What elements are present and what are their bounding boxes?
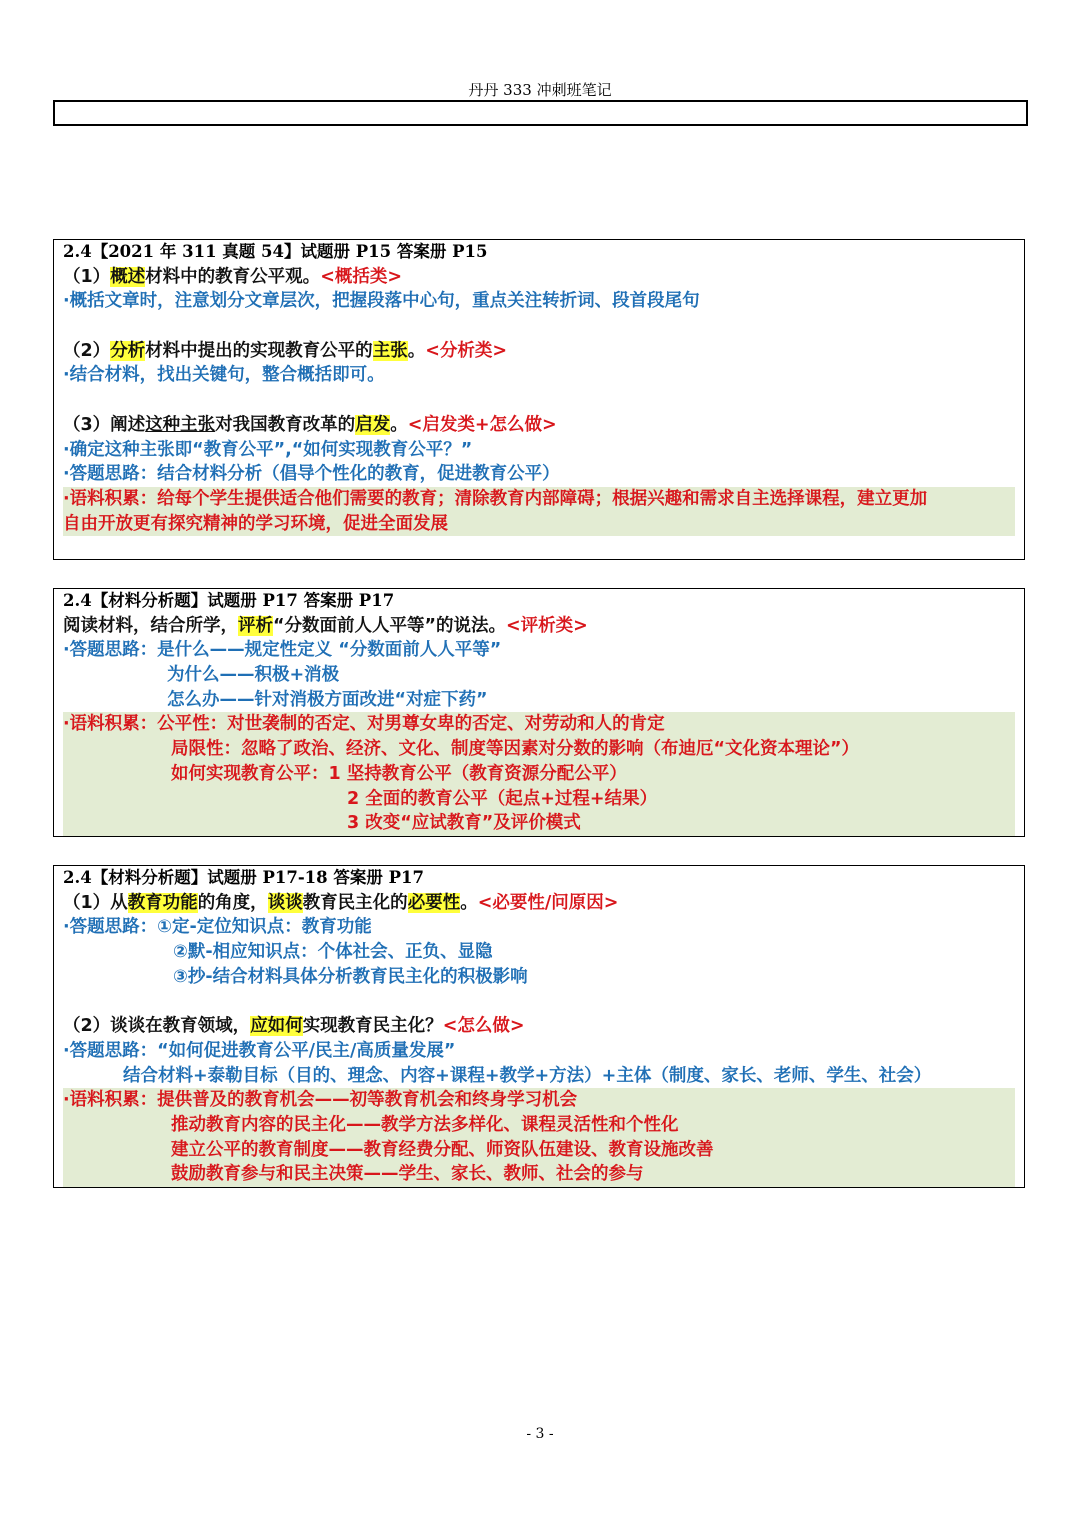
question-part-3: （3）阐述这种主张对我国教育改革的启发。<启发类+怎么做> <box>63 414 557 435</box>
question-part: 阅读材料，结合所学，评析“分数面前人人平等”的说法。<评析类> <box>63 615 588 636</box>
highlight-keyword: 谈谈 <box>267 892 303 913</box>
answer-tip: ③抄-结合材料具体分析教育民主化的积极影响 <box>173 966 528 987</box>
material-accumulation: ·语料积累：给每个学生提供适合他们需要的教育；清除教育内部障碍；根据兴趣和需求自主选择课程，建立更加 自由开放更有探究精神的学习环境，促进全面发展 <box>63 487 1015 536</box>
question-box-2 <box>53 588 1025 837</box>
question-box-3 <box>53 865 1025 1188</box>
answer-tip: ②默-相应知识点：个体社会、正负、显隐 <box>173 942 493 963</box>
question-box-1 <box>53 239 1025 560</box>
highlight-keyword: 主张 <box>372 340 408 361</box>
highlight-keyword: 应如何 <box>250 1016 303 1037</box>
question-type-tag: <启发类+怎么做> <box>407 414 557 435</box>
question-part-1: （1）从教育功能的角度，谈谈教育民主化的必要性。<必要性/问原因> <box>63 892 619 913</box>
question-type-tag: <概括类> <box>320 266 403 287</box>
highlight-keyword: 启发 <box>355 414 391 435</box>
answer-tip: ·结合材料，找出关键句，整合概括即可。 <box>63 365 385 386</box>
question-type-tag: <评析类> <box>506 615 588 636</box>
answer-tip: ·答题思路：结合材料分析（倡导个性化的教育，促进教育公平） <box>63 464 560 485</box>
answer-tip: ·概括文章时，注意划分文章层次，把握段落中心句，重点关注转折词、段首段尾句 <box>63 291 700 312</box>
question-title: 2.4【材料分析题】试题册 P17 答案册 P17 <box>63 591 395 610</box>
answer-tip: ·答题思路：“如何促进教育公平/民主/高质量发展” <box>63 1040 456 1061</box>
page-header: 丹丹 333 冲刺班笔记 <box>468 81 612 99</box>
highlight-keyword: 评析 <box>238 615 273 636</box>
underlined-phrase: 这种主张 <box>145 414 216 435</box>
material-accumulation: ·语料积累：公平性：对世袭制的否定、对男尊女卑的否定、对劳动和人的肯定 局限性：忽略了政治、经济、文化、制度等因素对分数的影响（布迪厄“文化资本理论”） 如何实现教育公平：1 坚持教育公平（教育资源分配公平） 2 全面的教育公平（起点+过程+结果） 3 改变“应试教育”及评价模式 <box>63 712 1015 835</box>
answer-tip: ·答题思路：是什么——规定性定义 “分数面前人人平等” <box>63 640 502 661</box>
answer-tip: 结合材料+泰勒目标（目的、理念、内容+课程+教学+方法）+主体（制度、家长、老师、学生、社会） <box>123 1065 932 1086</box>
question-part-2: （2）谈谈在教育领域，应如何实现教育民主化？<怎么做> <box>63 1016 525 1037</box>
question-title: 2.4【2021 年 311 真题 54】试题册 P15 答案册 P15 <box>63 242 488 261</box>
question-part-2: （2）分析材料中提出的实现教育公平的主张。<分析类> <box>63 340 508 361</box>
answer-tip: ·确定这种主张即“教育公平”,“如何实现教育公平？” <box>63 439 473 460</box>
question-type-tag: <必要性/问原因> <box>477 892 619 913</box>
answer-tip: ·答题思路：①定-定位知识点：教育功能 <box>63 917 372 938</box>
question-type-tag: <怎么做> <box>442 1016 525 1037</box>
material-accumulation: ·语料积累：提供普及的教育机会——初等教育机会和终身学习机会 推动教育内容的民主化——教学方法多样化、课程灵活性和个性化 建立公平的教育制度——教育经费分配、师资队伍建设、教育设施改善 鼓励教育参与和民主决策——学生、家长、教师、社会的参与 <box>63 1088 1015 1187</box>
answer-tip: 怎么办——针对消极方面改进“对症下药” <box>167 689 488 710</box>
highlight-keyword: 概述 <box>110 266 146 287</box>
highlight-keyword: 教育功能 <box>127 892 198 913</box>
answer-tip: 为什么——积极+消极 <box>167 665 340 686</box>
question-part-1: （1）概述材料中的教育公平观。<概括类> <box>63 266 403 287</box>
page-number: - 3 - <box>526 1426 554 1442</box>
highlight-keyword: 分析 <box>110 340 146 361</box>
highlight-keyword: 必要性 <box>407 892 461 913</box>
question-title: 2.4【材料分析题】试题册 P17-18 答案册 P17 <box>63 868 424 887</box>
question-type-tag: <分析类> <box>425 340 508 361</box>
empty-header-box <box>53 100 1028 126</box>
